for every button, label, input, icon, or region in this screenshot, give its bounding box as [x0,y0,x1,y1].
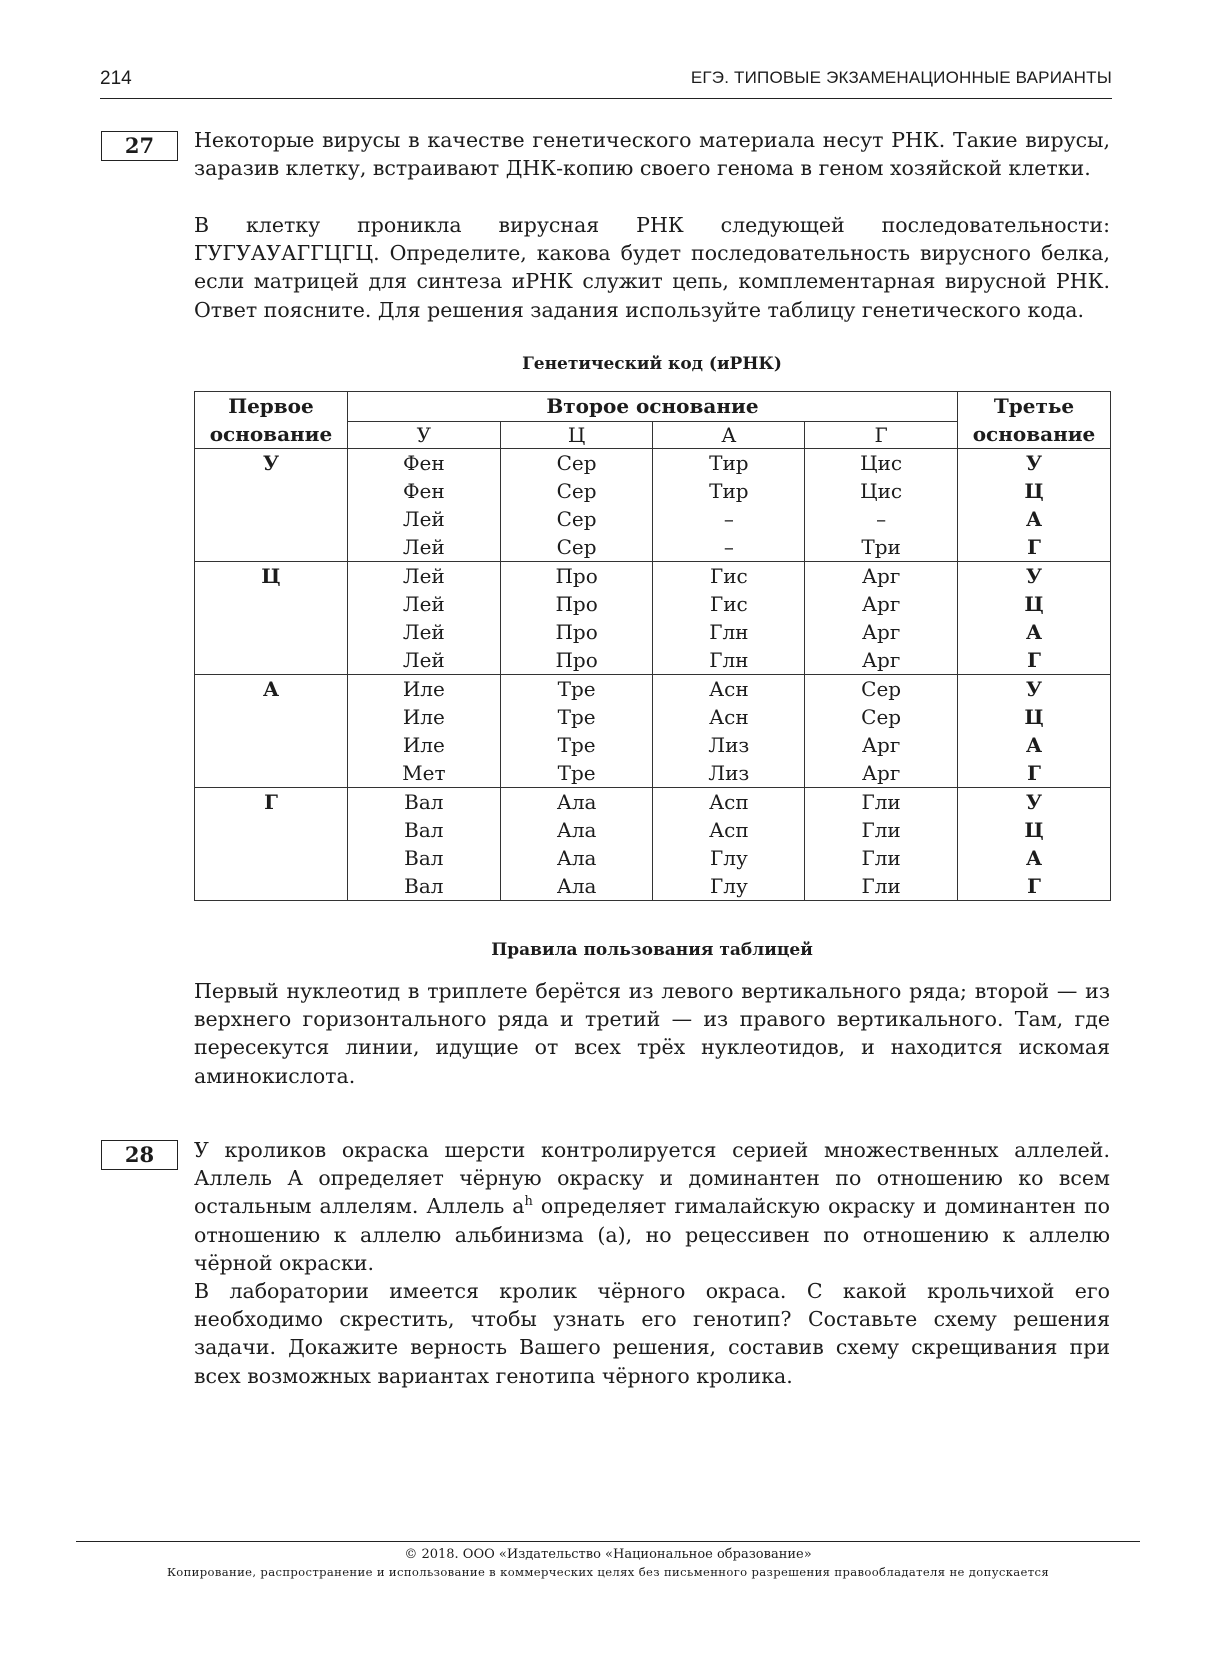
third-base-column: У Ц А Г [958,675,1111,788]
task-28-paragraph-2: В лаборатории имеется кролик чёрного окраса. С какой крольчихой его необходимо скрестить, чтобы узнать его генотип? Составьте схему решения задачи. Докажите верность Вашего решения, составив схему скрещивания при всех возможных вариантах генотипа чёрного кролика. [194,1279,1110,1388]
task-27-paragraph-1: Некоторые вирусы в качестве генетического материала несут РНК. Такие вирусы, заразив клетку, встраивают ДНК-копию своего генома в геном хозяйской клетки. [194,128,1110,181]
running-header-title: ЕГЭ. ТИПОВЫЕ ЭКЗАМЕНАЦИОННЫЕ ВАРИАНТЫ [690,68,1112,87]
table-header-row [195,392,1111,422]
second-base-a: А [653,421,805,448]
second-base-c: Ц [500,421,653,448]
footer-notice: Копирование, распространение и использование в коммерческих целях без письменного разрешения правообладателя не допускается [166,1565,1050,1579]
amino-column-u: Вал Вал Вал Вал [347,788,500,901]
amino-column-g: Арг Арг Арг Арг [805,562,958,675]
second-base-header: Второе основание [347,392,957,422]
amino-column-c: Про Про Про Про [500,562,653,675]
first-base-cell: А [195,675,348,788]
third-base-column: У Ц А Г [958,562,1111,675]
first-base-header: Первое основание [195,392,348,449]
second-base-u: У [347,421,500,448]
first-base-cell: У [195,449,348,562]
third-base-column: У Ц А Г [958,788,1111,901]
amino-column-c: Тре Тре Тре Тре [500,675,653,788]
footer-divider [76,1541,1140,1542]
table-row-group-g [195,788,1111,901]
amino-column-g: Сер Сер Арг Арг [805,675,958,788]
amino-column-a: Тир Тир – – [653,449,805,562]
third-base-header: Третье основание [958,392,1111,449]
task-28-paragraph-1: У кроликов окраска шерсти контролируется серией множественных аллелей. Аллель А определяет чёрную окраску и доминантен по отношению ко всем остальным аллелям. Аллель $а^h$ определяет гималайскую окраску и доминантен по отношению к аллелю альбинизма (а), но рецессивен по отношению к аллелю чёрной окраски. [194,1138,1110,1275]
task-28-number-box: 28 [101,1140,178,1170]
genetic-code-table [194,391,1111,901]
amino-column-a: Гис Гис Глн Глн [653,562,805,675]
amino-column-u: Лей Лей Лей Лей [347,562,500,675]
table-row-group-a [195,675,1111,788]
amino-column-c: Сер Сер Сер Сер [500,449,653,562]
first-base-cell: Ц [195,562,348,675]
first-base-cell: Г [195,788,348,901]
amino-column-u: Фен Фен Лей Лей [347,449,500,562]
allele-superscript: h [524,1194,533,1210]
amino-column-a: Асн Асн Лиз Лиз [653,675,805,788]
table-caption: Генетический код (иРНК) [522,354,782,374]
table-row-group-u [195,449,1111,562]
header-divider [100,98,1112,99]
third-base-column: У Ц А Г [958,449,1111,562]
second-base-g: Г [805,421,958,448]
amino-column-u: Иле Иле Иле Мет [347,675,500,788]
amino-column-c: Ала Ала Ала Ала [500,788,653,901]
amino-column-g: Цис Цис – Три [805,449,958,562]
rules-title: Правила пользования таблицей [491,940,813,960]
task-27-number-box: 27 [101,131,178,161]
page-number: 214 [100,68,132,89]
footer-copyright: © 2018. ООО «Издательство «Национальное образование» [404,1547,812,1562]
rules-text: Первый нуклеотид в триплете берётся из левого вертикального ряда; второй — из верхнего горизонтального ряда и третий — из правого вертикального. Там, где пересекутся линии, идущие от всех трёх нуклеотидов, и находится искомая аминокислота. [194,979,1110,1088]
task-27-paragraph-2: В клетку проникла вирусная РНК следующей последовательности: ГУГУАУАГГЦГЦ. Определите, какова будет последовательность вирусного белка, если матрицей для синтеза иРНК служит цепь, комплементарная вирусной РНК. Ответ поясните. Для решения задания используйте таблицу генетического кода. [194,213,1110,322]
table-row-group-c [195,562,1111,675]
amino-column-g: Гли Гли Гли Гли [805,788,958,901]
amino-column-a: Асп Асп Глу Глу [653,788,805,901]
